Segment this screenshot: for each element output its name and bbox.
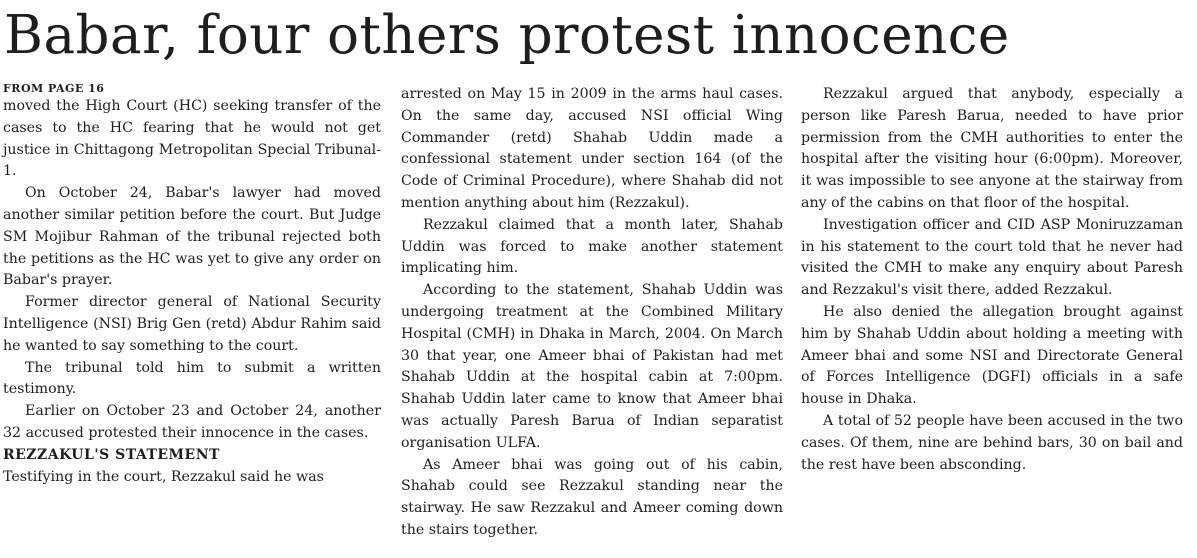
paragraph: Rezzakul argued that anybody, especially a person like Paresh Barua, needed to have prior permission from the CMH authorities to enter the hospital after the visiting hour (6:00pm). Moreover, it was impossible to see anyone at the stairway from any of the cabins on that floor of the hospital. <box>801 86 1183 211</box>
subhead: REZZAKUL'S STATEMENT <box>3 446 220 463</box>
paragraph: Rezzakul claimed that a month later, Shahab Uddin was forced to make another statement implicating him. <box>401 216 783 277</box>
paragraph: As Ameer bhai was going out of his cabin, Shahab could see Rezzakul standing near the stairway. He saw Rezzakul and Ameer coming down the stairs together. <box>401 456 783 538</box>
paragraph: Earlier on October 23 and October 24, another 32 accused protested their innocence in the cases. <box>3 403 381 441</box>
paragraph: A total of 52 people have been accused in the two cases. Of them, nine are behind bars, 30 on bail and the rest have been absconding. <box>801 412 1183 473</box>
paragraph: Investigation officer and CID ASP Moniruzzaman in his statement to the court told that he never had visited the CMH to make any enquiry about Paresh and Rezzakul's visit there, added Rezzakul. <box>801 216 1183 299</box>
paragraph: On October 24, Babar's lawyer had moved another similar petition before the court. But Judge SM Mojibur Rahman of the tribunal rejected both the petitions as the HC was yet to give any order on Babar's prayer. <box>3 185 381 289</box>
paragraph: He also denied the allegation brought against him by Shahab Uddin about holding a meeting with Ameer bhai and some NSI and Directorate General of Forces Intelligence (DGFI) officials in a safe house in Dhaka. <box>801 303 1183 408</box>
headline: Babar, four others protest innocence <box>4 5 1010 66</box>
article-column-1 <box>3 82 381 488</box>
article-column-3 <box>801 84 1183 476</box>
paragraph: moved the High Court (HC) seeking transfer of the cases to the HC fearing that he would not get justice in Chittagong Metropolitan Special Tribunal-1. <box>3 98 381 180</box>
continued-from-kicker: FROM PAGE 16 <box>3 82 105 95</box>
paragraph: Testifying in the court, Rezzakul said he was <box>3 468 324 485</box>
article-column-2 <box>401 84 783 542</box>
paragraph: According to the statement, Shahab Uddin was undergoing treatment at the Combined Military Hospital (CMH) in Dhaka in March, 2004. On March 30 that year, one Ameer bhai of Pakistan had met Shahab Uddin at the hospital cabin at 7:00pm. Shahab Uddin later came to know that Ameer bhai was actually Paresh Barua of Indian separatist organisation ULFA. <box>401 282 783 451</box>
paragraph: arrested on May 15 in 2009 in the arms haul cases. On the same day, accused NSI official Wing Commander (retd) Shahab Uddin made a confessional statement under section 164 (of the Code of Criminal Procedure), where Shahab did not mention anything about him (Rezzakul). <box>401 86 783 211</box>
paragraph: Former director general of National Security Intelligence (NSI) Brig Gen (retd) Abdur Rahim said he wanted to say something to the court. <box>3 294 381 354</box>
paragraph: The tribunal told him to submit a written testimony. <box>3 359 381 398</box>
